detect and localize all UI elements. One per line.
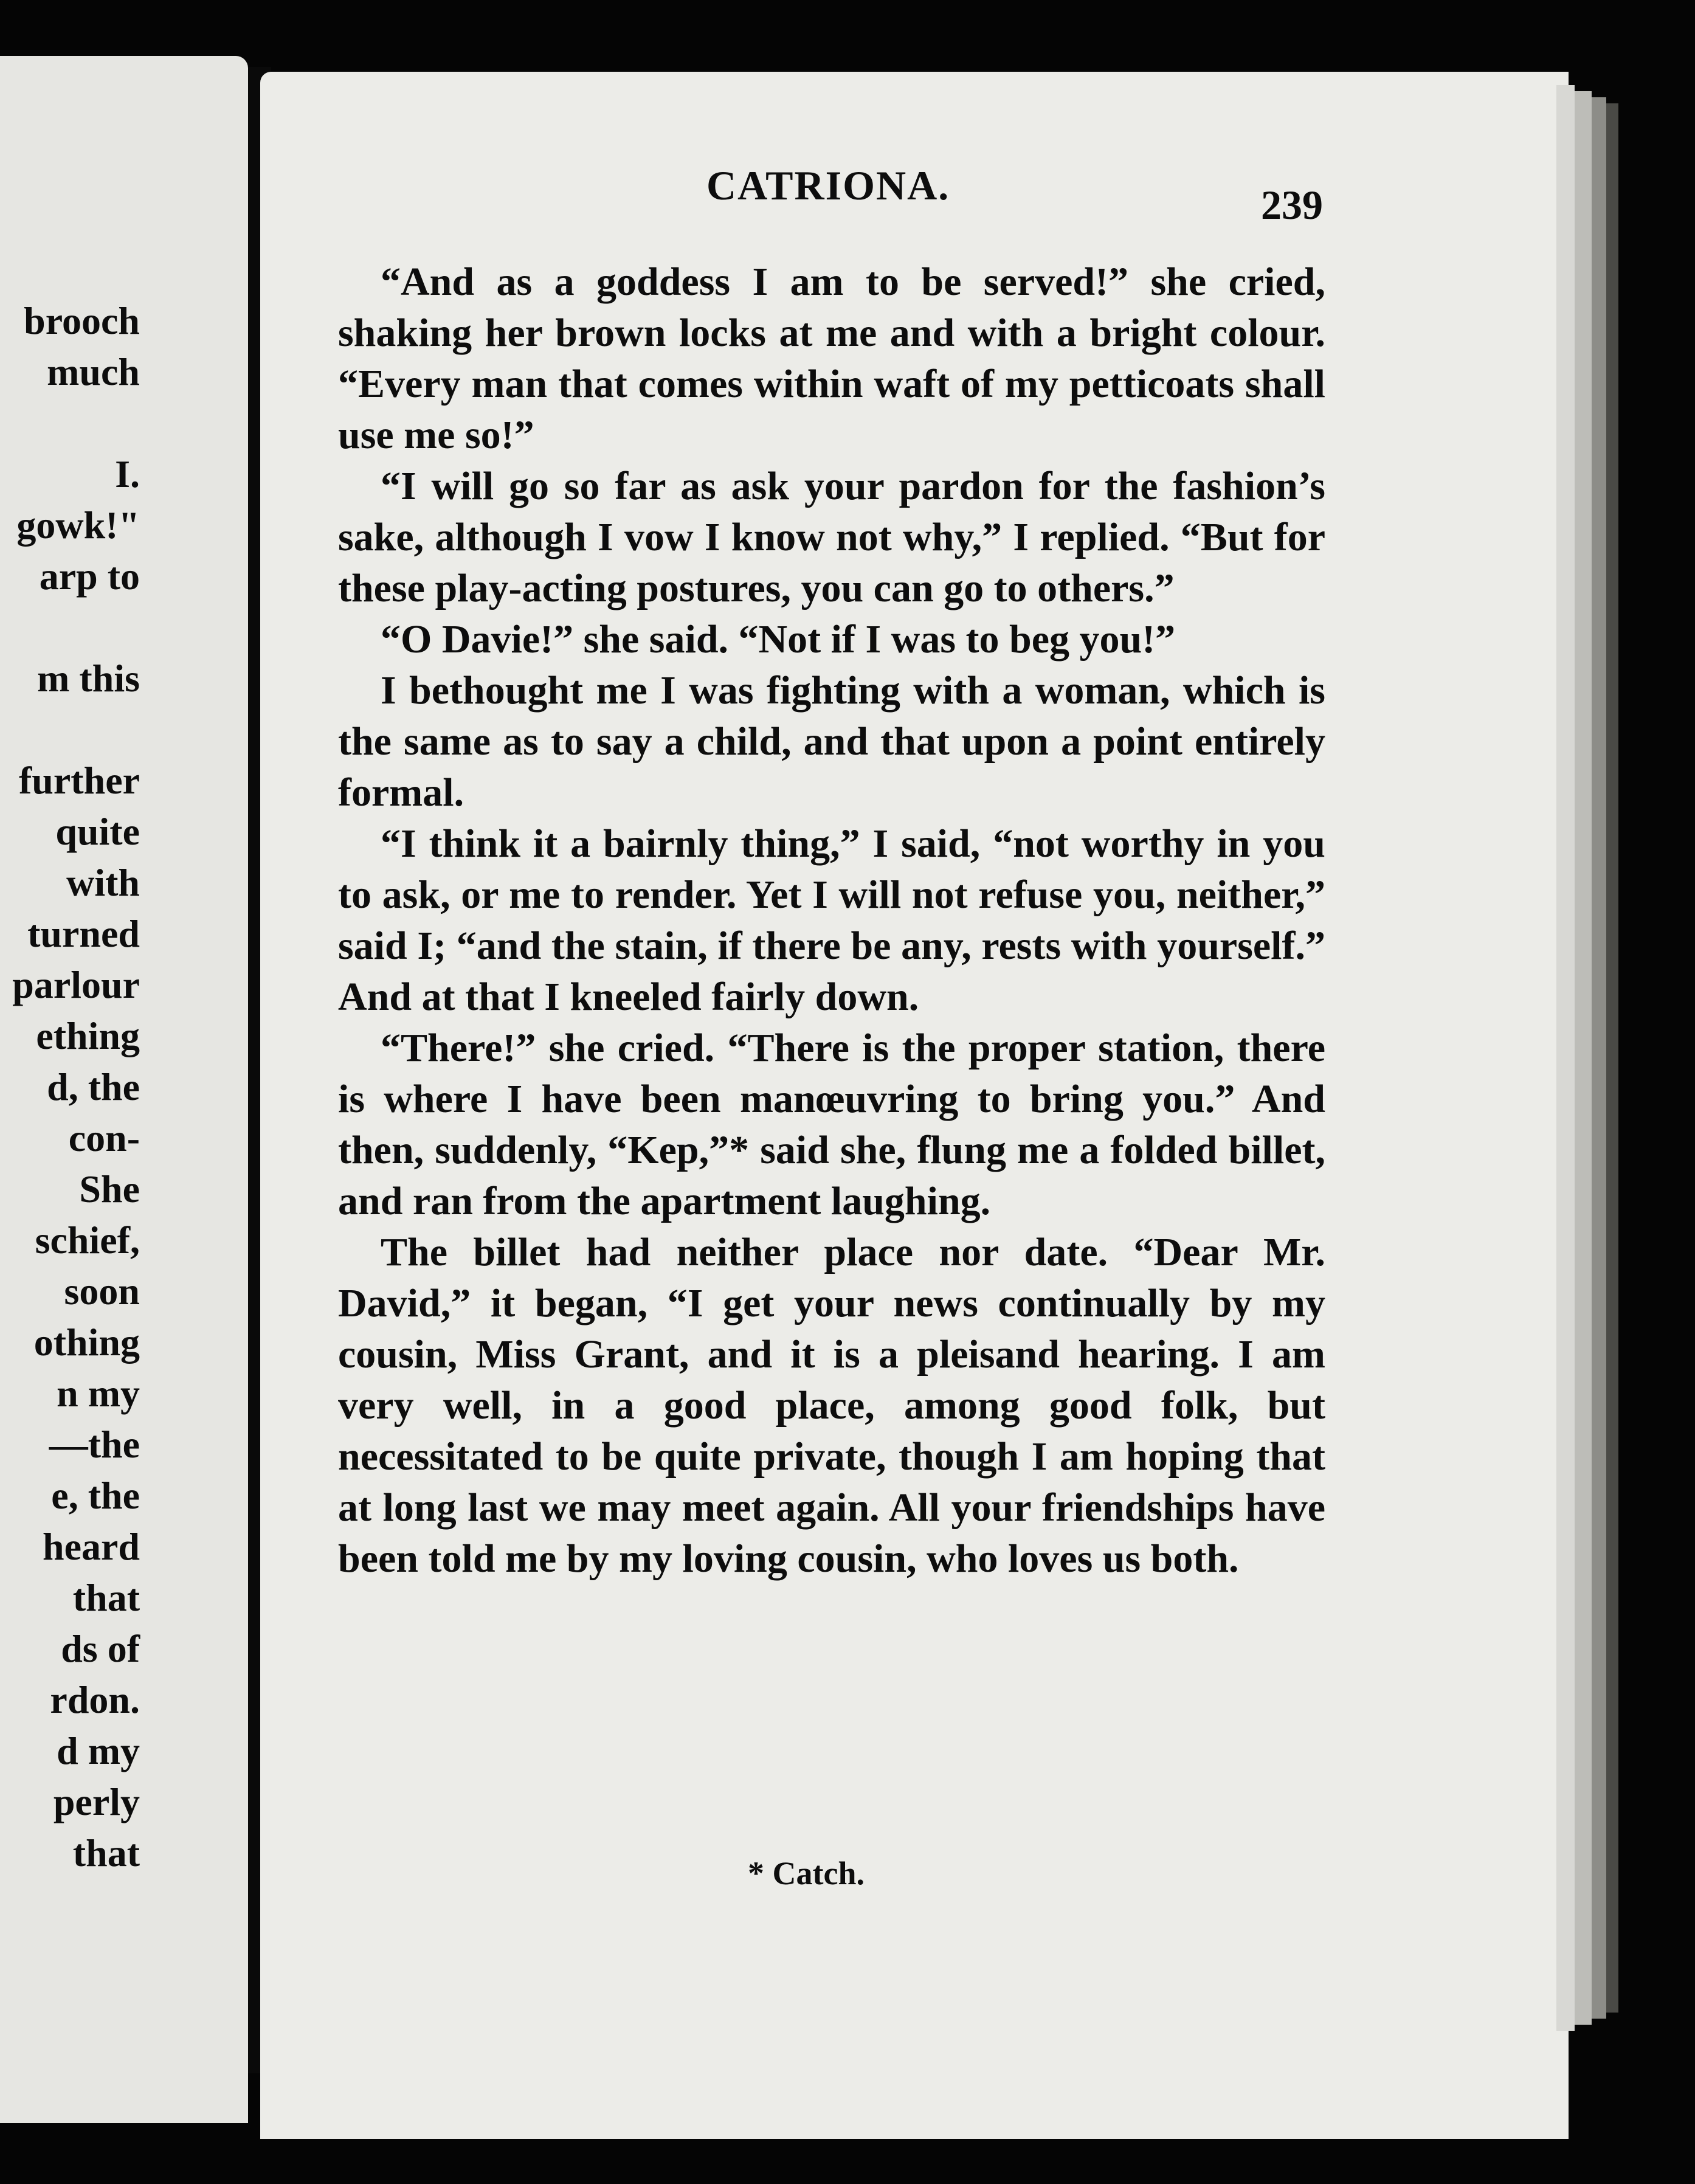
- left-line: perly: [53, 1780, 140, 1823]
- page-edge: [1556, 85, 1575, 2031]
- running-head: CATRIONA.: [706, 162, 950, 209]
- left-line: that: [72, 1576, 140, 1619]
- page-number: 239: [1261, 182, 1323, 228]
- left-line: further: [18, 759, 140, 802]
- left-line: brooch: [24, 299, 140, 342]
- paragraph: I bethought me I was fighting with a woman, which is the same as to say a child, and that upon a point entirely formal.: [338, 668, 1325, 815]
- paragraph: “There!” she cried. “There is the proper station, there is where I have been manœuvring to bring you.” And then, suddenly, “Kep,”* said she, flung me a folded billet, and ran from the apartment laughing.: [338, 1026, 1325, 1223]
- paragraph: “I will go so far as ask your pardon for the fashion’s sake, although I vow I know not why,” I replied. “But for these play-acting postures, you can go to others.”: [338, 464, 1325, 610]
- left-line: parlour: [12, 963, 140, 1006]
- left-line: e, the: [51, 1474, 140, 1517]
- left-line: con-: [68, 1116, 140, 1159]
- left-line: rdon.: [50, 1678, 140, 1721]
- paragraph: “I think it a bairnly thing,” I said, “not worthy in you to ask, or me to render. Yet I will not refuse you, neither,” said I; “and the stain, if there be any, rests with yourself.” And at that I kneeled fairly down.: [338, 821, 1325, 1019]
- paragraph: “And as a goddess I am to be served!” she cried, shaking her brown locks at me and with a bright colour. “Every man that comes within waft of my petticoats shall use me so!”: [338, 260, 1325, 457]
- left-line: othing: [33, 1321, 140, 1364]
- left-line: I.: [115, 452, 140, 496]
- left-line: She: [79, 1167, 140, 1211]
- left-line: with: [66, 861, 140, 904]
- left-line: that: [72, 1831, 140, 1875]
- left-line: quite: [55, 810, 140, 853]
- left-line: n my: [57, 1372, 140, 1415]
- left-line: schief,: [35, 1218, 140, 1262]
- left-line: —the: [49, 1423, 140, 1466]
- paragraph: The billet had neither place nor date. “Dear Mr. David,” it began, “I get your news continually by my cousin, Miss Grant, and it is a pleisand hearing. I am very well, in a good place, among good folk, but necessitated to be quite private, though I am hoping that at long last we may meet again. All your friendships have been told me by my loving cousin, who loves us both.: [338, 1230, 1325, 1581]
- body-text: [338, 257, 1325, 1584]
- page-edge: [1606, 103, 1618, 2013]
- left-line: gowk!": [16, 503, 140, 547]
- left-line: ds of: [61, 1627, 140, 1670]
- left-page: [0, 56, 248, 2123]
- left-line: ething: [36, 1014, 140, 1057]
- left-line: heard: [43, 1525, 140, 1568]
- page-edge: [1575, 91, 1592, 2025]
- left-line: soon: [64, 1270, 140, 1313]
- left-line: d my: [57, 1729, 140, 1772]
- left-line: much: [47, 350, 140, 393]
- left-line: turned: [27, 912, 140, 955]
- left-line: m this: [37, 657, 140, 700]
- left-line: d, the: [47, 1065, 140, 1108]
- footnote: * Catch.: [748, 1855, 865, 1892]
- left-line: arp to: [39, 555, 140, 598]
- paragraph: “O Davie!” she said. “Not if I was to beg you!”: [381, 617, 1176, 662]
- page-edge: [1592, 97, 1606, 2019]
